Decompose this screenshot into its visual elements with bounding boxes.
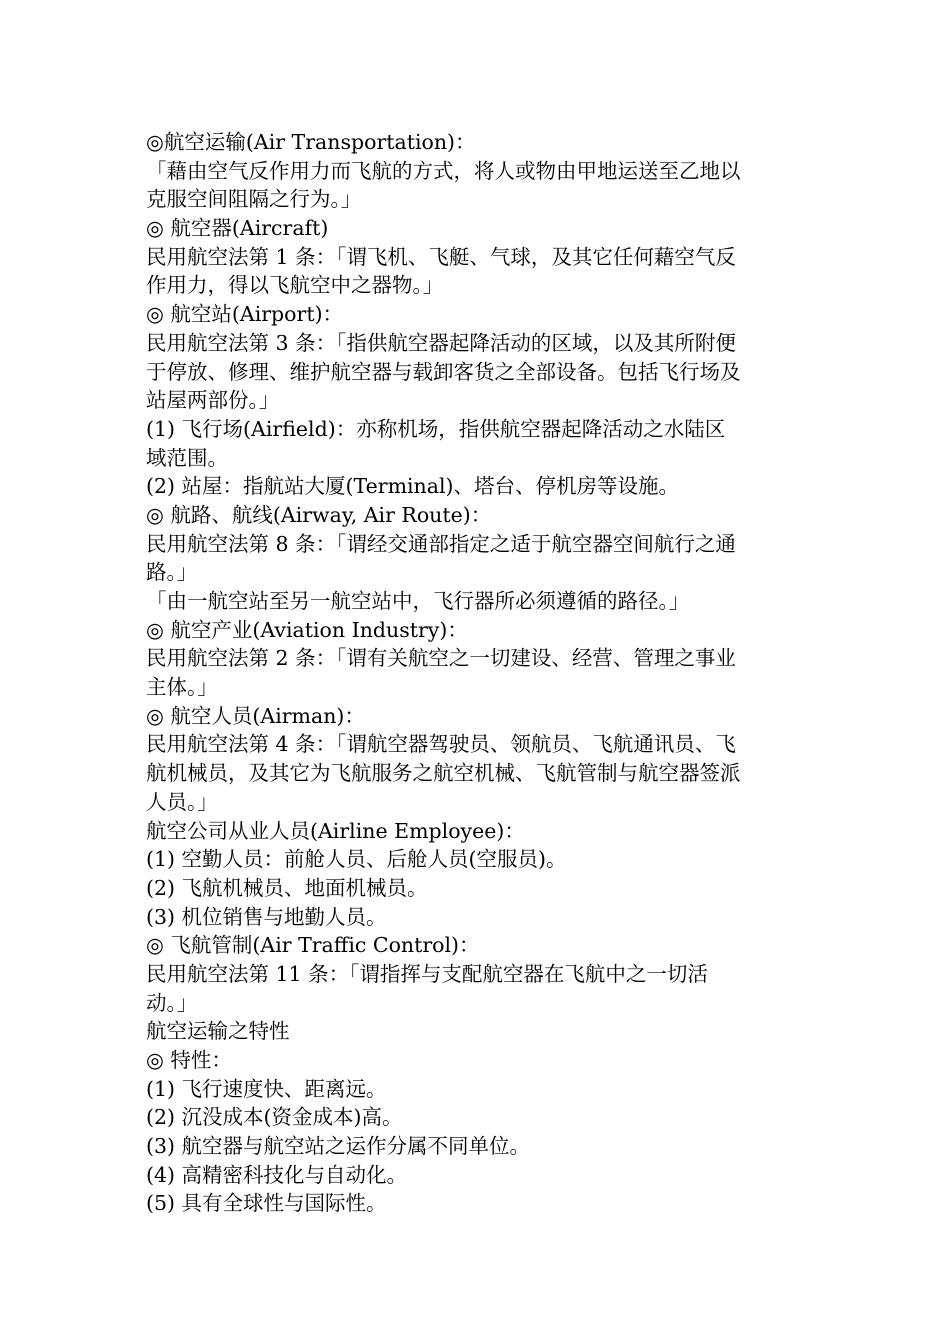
list-item: (2) 飞航机械员、地面机械员。	[146, 875, 428, 900]
list-item: (2) 沉没成本(资金成本)高。	[146, 1105, 403, 1130]
heading-airway: ◎ 航路、航线(Airway, Air Route)：	[146, 502, 492, 527]
text-line: 民用航空法第 1 条：「谓飞机、飞艇、气球，及其它任何藉空气反	[146, 244, 736, 269]
list-item: (1) 飞行速度快、距离远。	[146, 1076, 387, 1101]
text-line: 域范围。	[146, 445, 228, 470]
text-line: 作用力，得以飞航空中之器物。」	[146, 273, 444, 298]
text-line: 站屋两部份。」	[146, 388, 280, 413]
text-line: 航机械员，及其它为飞航服务之航空机械、飞航管制与航空器签派	[146, 761, 741, 786]
text-line: 民用航空法第 8 条：「谓经交通部指定之适于航空器空间航行之通	[146, 531, 736, 556]
text-line: 主体。」	[146, 675, 218, 700]
heading-aviation-industry: ◎ 航空产业(Aviation Industry)：	[146, 617, 468, 642]
heading-airman: ◎ 航空人员(Airman)：	[146, 703, 365, 728]
heading-characteristics: ◎ 特性：	[146, 1048, 232, 1072]
heading-air-traffic-control: ◎ 飞航管制(Air Traffic Control)：	[146, 933, 480, 958]
text-line: 民用航空法第 3 条：「指供航空器起降活动的区域，以及其所附便	[146, 330, 736, 355]
heading-airline-employee: 航空公司从业人员(Airline Employee)：	[146, 818, 525, 843]
list-item: (4) 高精密科技化与自动化。	[146, 1162, 408, 1187]
list-item: (1) 飞行场(Airfield)：亦称机场，指供航空器起降活动之水陆区	[146, 416, 726, 441]
text-line: 「藉由空气反作用力而飞航的方式，将人或物由甲地运送至乙地以	[146, 158, 741, 183]
heading-air-transportation: ◎航空运输(Air Transportation)：	[146, 130, 476, 154]
text-line: 动。」	[146, 990, 198, 1015]
heading-aircraft: ◎ 航空器(Aircraft)	[146, 216, 329, 241]
text-line: 民用航空法第 4 条：「谓航空器驾驶员、领航员、飞航通讯员、飞	[146, 732, 736, 757]
heading-airport: ◎ 航空站(Airport)：	[146, 302, 344, 327]
list-item: (5) 具有全球性与国际性。	[146, 1191, 387, 1216]
text-line: 民用航空法第 2 条：「谓有关航空之一切建设、经营、管理之事业	[146, 646, 736, 671]
text-line: 人员。」	[146, 789, 218, 814]
text-line: 于停放、修理、维护航空器与载卸客货之全部设备。包括飞行场及	[146, 359, 741, 384]
text-line: 克服空间阻隔之行为。」	[146, 187, 362, 212]
list-item: (3) 机位销售与地勤人员。	[146, 904, 387, 929]
text-line: 民用航空法第 11 条：「谓指挥与支配航空器在飞航中之一切活	[146, 961, 708, 986]
text-line: 路。」	[146, 560, 198, 585]
list-item: (3) 航空器与航空站之运作分属不同单位。	[146, 1134, 531, 1159]
text-line: 「由一航空站至另一航空站中，飞行器所必须遵循的路径。」	[146, 589, 690, 613]
list-item: (1) 空勤人员：前舱人员、后舱人员(空服员)。	[146, 847, 567, 872]
document-body	[146, 128, 798, 1218]
section-title: 航空运输之特性	[146, 1019, 290, 1044]
list-item: (2) 站屋：指航站大厦(Terminal)、塔台、停机房等设施。	[146, 474, 680, 499]
